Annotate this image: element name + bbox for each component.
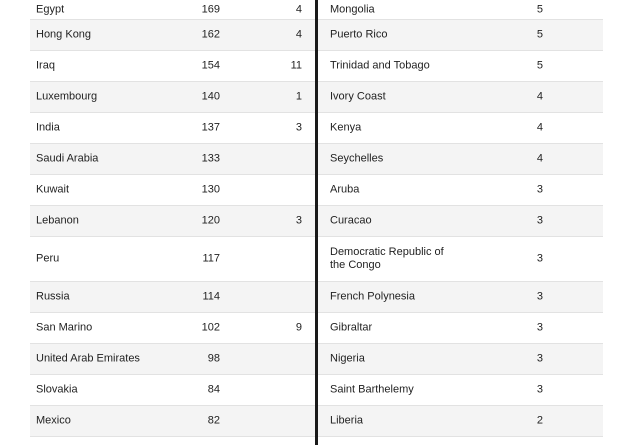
table-row: [318, 0, 603, 20]
country-name: Trinidad and Tobago: [330, 59, 430, 72]
count-value: 5: [536, 3, 543, 15]
table-row: [30, 113, 315, 144]
table-row: [318, 82, 603, 113]
country-name: Saudi Arabia: [36, 152, 99, 165]
table-row: [30, 51, 315, 82]
table-row: [318, 375, 603, 406]
count-value: 4: [536, 121, 543, 134]
secondary-count-value: 3: [295, 121, 302, 134]
country-name: Liberia: [330, 414, 364, 427]
count-value: 3: [536, 352, 543, 365]
count-value: 3: [536, 383, 543, 396]
table-row: [30, 344, 315, 375]
table-row: [318, 51, 603, 82]
right-column: [318, 0, 603, 437]
country-name: Kuwait: [36, 183, 70, 196]
secondary-count-value: 11: [290, 59, 302, 72]
country-name: Gibraltar: [330, 321, 373, 334]
secondary-count-value: 3: [295, 214, 302, 227]
count-value: 117: [202, 252, 220, 265]
country-name: French Polynesia: [330, 290, 415, 303]
secondary-count-value: 9: [295, 321, 302, 334]
count-value: 2: [536, 414, 543, 427]
table-row: [30, 282, 315, 313]
country-name: India: [36, 121, 60, 134]
count-value: 82: [207, 414, 220, 427]
table-row: [30, 237, 315, 282]
count-value: 114: [202, 290, 220, 303]
country-name: Mexico: [36, 414, 71, 427]
secondary-count-value: 1: [295, 90, 302, 103]
table-row: [318, 237, 603, 282]
count-value: 5: [536, 28, 543, 41]
table-row: [318, 144, 603, 175]
count-value: 120: [201, 214, 220, 227]
country-name: Mongolia: [330, 3, 375, 15]
country-name: Slovakia: [36, 383, 78, 396]
country-name: Russia: [36, 290, 70, 303]
count-value: 3: [536, 214, 543, 227]
secondary-count-value: 4: [295, 3, 302, 15]
table-row: [318, 113, 603, 144]
table-row: [318, 20, 603, 51]
country-name: Luxembourg: [36, 90, 98, 103]
count-value: 4: [536, 90, 543, 103]
table-row: [30, 206, 315, 237]
count-value: 84: [207, 383, 220, 396]
count-value: 169: [201, 3, 220, 15]
count-value: 98: [207, 352, 220, 365]
country-name: Kenya: [330, 121, 362, 134]
table-row: [30, 20, 315, 51]
count-value: 130: [201, 183, 220, 196]
table-row: [30, 0, 315, 20]
table-row: [30, 406, 315, 437]
table-row: [30, 82, 315, 113]
count-value: 133: [201, 152, 220, 165]
country-name: Puerto Rico: [330, 28, 388, 41]
count-value: 3: [536, 183, 543, 196]
table-row: [318, 313, 603, 344]
country-name: Democratic Republic of the Congo: [330, 246, 444, 271]
count-value: 3: [536, 321, 543, 334]
country-name: Seychelles: [330, 152, 384, 165]
count-value: 5: [536, 59, 543, 72]
table-row: [30, 313, 315, 344]
country-cases-table: [30, 0, 603, 445]
count-value: 3: [536, 252, 543, 265]
country-name: San Marino: [36, 321, 93, 334]
country-name: Lebanon: [36, 214, 79, 227]
table-row: [318, 175, 603, 206]
table-row: [30, 175, 315, 206]
count-value: 102: [201, 321, 220, 334]
country-name: United Arab Emirates: [36, 352, 140, 365]
count-value: 4: [536, 152, 543, 165]
country-name: Peru: [36, 252, 60, 265]
country-name: Ivory Coast: [330, 90, 386, 103]
country-name: Nigeria: [330, 352, 365, 365]
table-row: [30, 375, 315, 406]
country-name: Aruba: [330, 183, 360, 196]
table-row: [318, 206, 603, 237]
table-row: [30, 144, 315, 175]
count-value: 3: [536, 290, 543, 303]
count-value: 137: [201, 121, 220, 134]
table-row: [318, 282, 603, 313]
table-row: [318, 406, 603, 437]
count-value: 140: [201, 90, 220, 103]
count-value: 154: [201, 59, 220, 72]
left-column: [30, 0, 315, 437]
country-name: Curacao: [330, 214, 372, 227]
count-value: 162: [201, 28, 220, 41]
table-row: [318, 344, 603, 375]
country-name: Hong Kong: [36, 28, 92, 41]
country-name: Saint Barthelemy: [330, 383, 414, 396]
secondary-count-value: 4: [295, 28, 302, 41]
country-name: Iraq: [36, 59, 55, 72]
country-name: Egypt: [36, 3, 65, 15]
